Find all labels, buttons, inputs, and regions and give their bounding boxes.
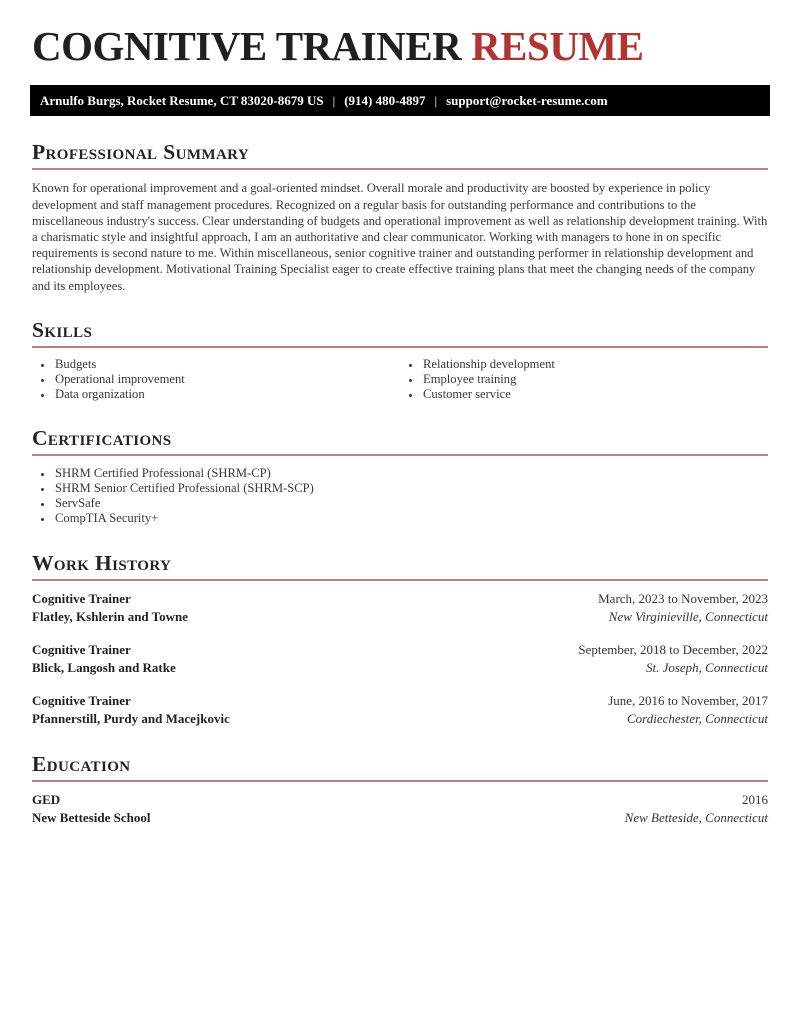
skill-item: • Relationship development: [421, 357, 768, 372]
certification-item: • SHRM Certified Professional (SHRM-CP): [53, 466, 768, 481]
job-location: New Virginieville, Connecticut: [608, 608, 768, 624]
section-rule: [32, 346, 768, 348]
skill-item: • Data organization: [53, 387, 400, 402]
job-row-title: [32, 641, 768, 659]
education-year: 2016: [742, 791, 768, 807]
section-rule: [32, 168, 768, 170]
section-professional-summary: [32, 139, 768, 293]
education-degree: GED: [32, 791, 61, 807]
section-certifications: [32, 425, 768, 527]
skills-list-left: [32, 357, 400, 402]
job-title: Cognitive Trainer: [32, 641, 131, 657]
skill-item: • Operational improvement: [53, 372, 400, 387]
job-location: St. Joseph, Connecticut: [645, 659, 768, 675]
job-row-company: [32, 710, 768, 728]
page-title: [32, 22, 768, 70]
certification-item: • ServSafe: [53, 496, 768, 511]
skill-item: • Budgets: [53, 357, 400, 372]
contact-bar: [30, 85, 770, 116]
job-dates: June, 2016 to November, 2017: [608, 692, 768, 708]
section-work-history: [32, 550, 768, 728]
job-row-title: [32, 692, 768, 710]
section-education: [32, 751, 768, 827]
job-row-company: [32, 659, 768, 677]
section-rule: [32, 454, 768, 456]
contact-phone: (914) 480-4897: [344, 93, 426, 109]
contact-address: Arnulfo Burgs, Rocket Resume, CT 83020-8679 US: [40, 93, 324, 109]
section-skills: [32, 317, 768, 402]
skills-heading: Skills: [32, 317, 93, 342]
section-rule: [32, 780, 768, 782]
job-entry: [32, 641, 768, 677]
skills-columns: [32, 357, 768, 402]
job-dates: September, 2018 to December, 2022: [578, 641, 768, 657]
education-row-degree: [32, 791, 768, 809]
job-title: Cognitive Trainer: [32, 590, 131, 606]
page-title-accent: RESUME: [471, 23, 644, 69]
job-row-title: [32, 590, 768, 608]
job-entry: [32, 590, 768, 626]
job-entry: [32, 692, 768, 728]
summary-text: Known for operational improvement and a goal-oriented mindset. Overall morale and productivity are boosted by experience in policy development and staff management procedures. Recognized on a regular basis for outstanding performance and contributions to the miscellaneous industry's success. Clear understanding of budgets and operational improvement as well as relationship development training. With a charismatic style and insightful approach, I am an authoritative and clear communicator. Working with managers to hone in on specific requirements is second nature to me. Within miscellaneous, senior cognitive trainer and outstanding performer in relationship development and relationship development. Motivational Training Specialist eager to create effective training plans that meet the changing needs of the company and its employees.: [32, 181, 768, 293]
job-title: Cognitive Trainer: [32, 692, 131, 708]
certifications-list: [32, 466, 768, 527]
skill-item: • Customer service: [421, 387, 768, 402]
certification-item: • CompTIA Security+: [53, 511, 768, 526]
contact-separator: |: [434, 93, 438, 109]
page-title-primary: COGNITIVE TRAINER: [32, 23, 462, 69]
certification-item: • SHRM Senior Certified Professional (SHRM-SCP): [53, 481, 768, 496]
skill-item: • Employee training: [421, 372, 768, 387]
contact-email: support@rocket-resume.com: [446, 93, 608, 109]
job-company: Blick, Langosh and Ratke: [32, 659, 176, 675]
skills-list-right: [400, 357, 768, 402]
education-school: New Betteside School: [32, 809, 151, 825]
summary-heading: Professional Summary: [32, 140, 250, 165]
job-row-company: [32, 608, 768, 626]
job-company: Flatley, Kshlerin and Towne: [32, 608, 189, 624]
certifications-heading: Certifications: [32, 425, 172, 450]
education-location: New Betteside, Connecticut: [624, 809, 768, 825]
skills-column-left: [32, 357, 400, 402]
job-dates: March, 2023 to November, 2023: [598, 590, 768, 606]
job-company: Pfannerstill, Purdy and Macejkovic: [32, 710, 230, 726]
job-location: Cordiechester, Connecticut: [626, 710, 768, 726]
contact-separator: |: [332, 93, 336, 109]
education-heading: Education: [32, 751, 131, 776]
education-entry: [32, 791, 768, 827]
work-history-heading: Work History: [32, 550, 172, 575]
education-row-school: [32, 809, 768, 827]
section-rule: [32, 579, 768, 581]
skills-column-right: [400, 357, 768, 402]
